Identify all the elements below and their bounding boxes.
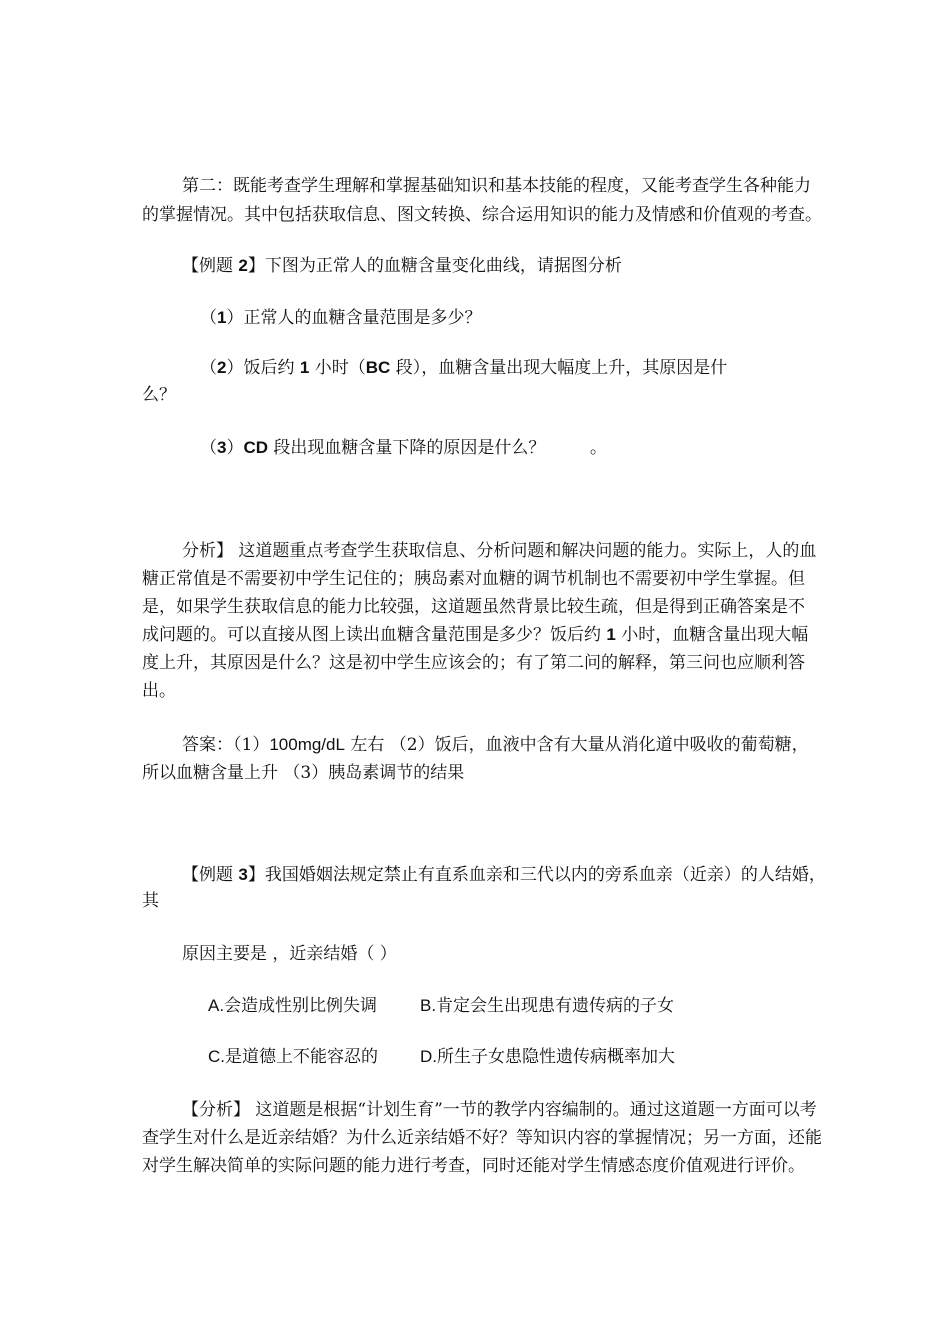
example2-question3-end: 。 xyxy=(590,438,607,458)
section2-line1: 第二：既能考查学生理解和掌握基础知识和基本技能的程度，又能考查学生各种能力 xyxy=(182,176,811,196)
option-d: D.所生子女患隐性遗传病概率加大 xyxy=(420,1047,675,1067)
answer2-line1: 答案：（1）100mg/dL 左右 （2）饭后，血液中含有大量从消化道中吸收的葡萄糖， xyxy=(182,735,809,755)
analysis3-line1: 【分析】 这道题是根据“计划生育”一节的教学内容编制的。通过这道题一方面可以考 xyxy=(182,1100,817,1120)
analysis2-line3: 是，如果学生获取信息的能力比较强，这道题虽然背景比较生疏，但是得到正确答案是不 xyxy=(142,597,805,617)
option-b: B.肯定会生出现患有遗传病的子女 xyxy=(420,996,675,1016)
example2-question3: （3）CD 段出现血糖含量下降的原因是什么？ xyxy=(200,438,546,458)
example3-heading: 【例题 3】我国婚姻法规定禁止有直系血亲和三代以内的旁系血亲（近亲）的人结婚， xyxy=(182,865,826,885)
analysis3-line2: 查学生对什么是近亲结婚？为什么近亲结婚不好？等知识内容的掌握情况；另一方面，还能 xyxy=(142,1128,822,1148)
example3-question: 原因主要是 ，近亲结婚（ ） xyxy=(182,944,397,964)
example2-question1: （1）正常人的血糖含量范围是多少？ xyxy=(200,308,482,328)
option-c: C.是道德上不能容忍的 xyxy=(208,1047,378,1067)
analysis2-line1: 分析】 这道题重点考查学生获取信息、分析问题和解决问题的能力。实际上，人的血 xyxy=(182,541,817,561)
example2-question2: （2）饭后约 1 小时（BC 段），血糖含量出现大幅度上升，其原因是什 xyxy=(200,358,728,378)
example2-heading: 【例题 2】下图为正常人的血糖含量变化曲线，请据图分析 xyxy=(182,256,622,276)
section2-line2: 的掌握情况。其中包括获取信息、图文转换、综合运用知识的能力及情感和价值观的考查。 xyxy=(142,205,822,225)
analysis2-line2: 糖正常值是不需要初中学生记住的；胰岛素对血糖的调节机制也不需要初中学生掌握。但 xyxy=(142,569,805,589)
example2-question2-tail: 么？ xyxy=(142,385,176,405)
answer2-line2: 所以血糖含量上升 （3）胰岛素调节的结果 xyxy=(142,763,465,783)
analysis3-line3: 对学生解决简单的实际问题的能力进行考查，同时还能对学生情感态度价值观进行评价。 xyxy=(142,1156,805,1176)
option-a: A.会造成性别比例失调 xyxy=(208,996,378,1016)
example3-heading-tail: 其 xyxy=(142,891,159,911)
analysis2-line4: 成问题的。可以直接从图上读出血糖含量范围是多少？饭后约 1 小时，血糖含量出现大幅 xyxy=(142,625,809,645)
analysis2-line6: 出。 xyxy=(142,681,176,701)
analysis2-line5: 度上升，其原因是什么？这是初中学生应该会的；有了第二问的解释，第三问也应顺利答 xyxy=(142,653,805,673)
